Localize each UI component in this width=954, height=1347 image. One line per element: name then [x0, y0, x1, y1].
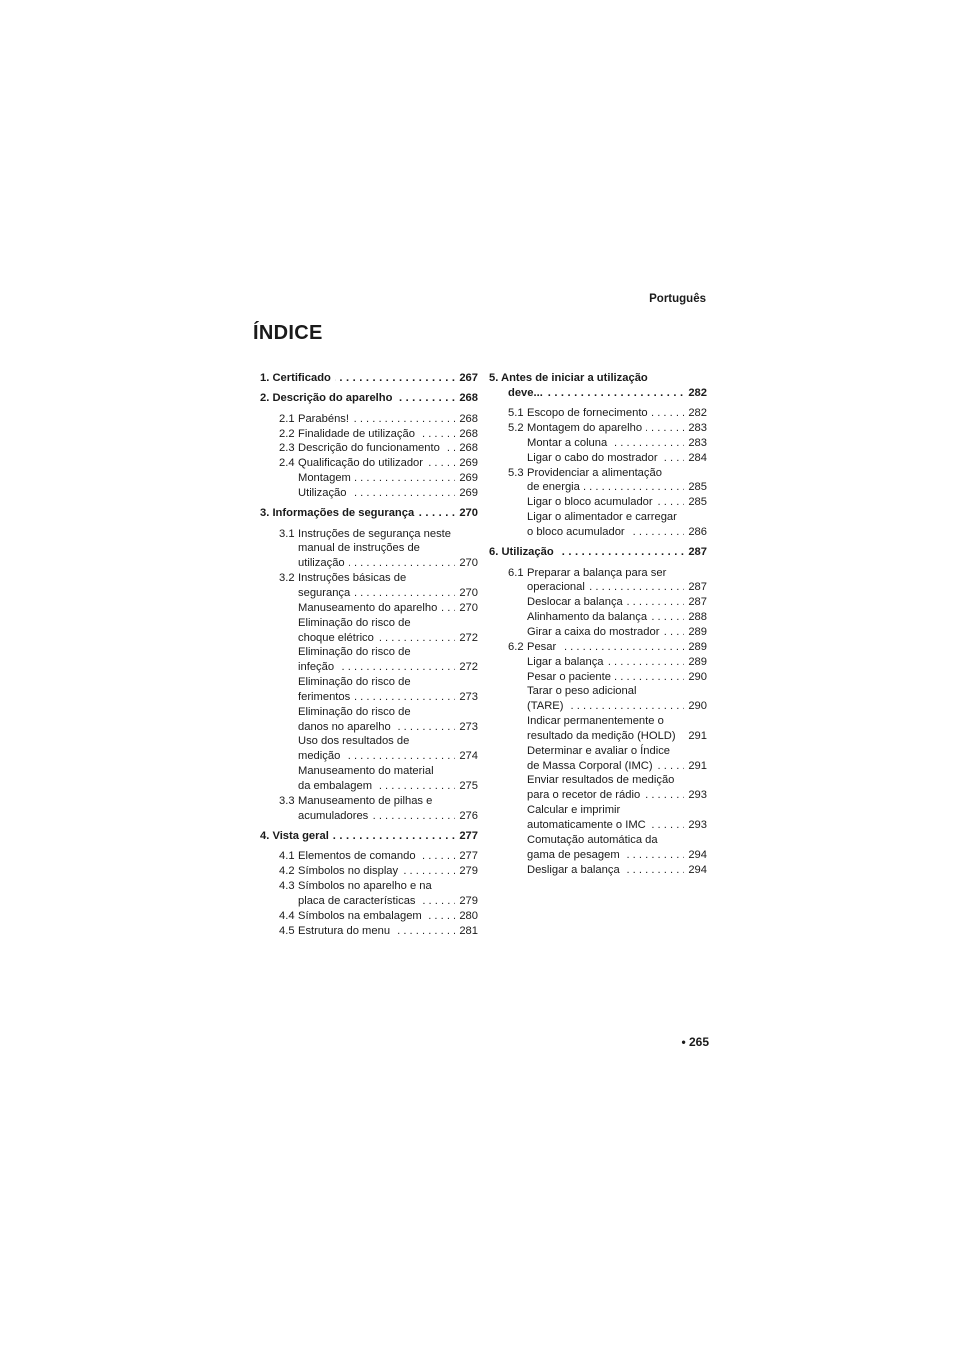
- toc-entry-label: Símbolos no display: [298, 865, 399, 878]
- toc-entry-label: Ligar o cabo do mostrador: [527, 451, 658, 464]
- toc-entry: [489, 510, 707, 525]
- toc-page-number: 293: [684, 818, 707, 833]
- toc-entry-label: Uso dos resultados de: [298, 735, 410, 748]
- toc-entry-label: Símbolos no aparelho e na: [298, 880, 432, 892]
- toc-entry-number: 6.1: [508, 566, 524, 579]
- toc-entry-label: Indicar permanentemente o: [527, 715, 664, 728]
- toc-entry-label: placa de características: [298, 894, 416, 907]
- toc-entry: [489, 655, 707, 670]
- toc-entry-label: Eliminação do risco de: [298, 676, 411, 689]
- toc-entry-label: 6. Utilização: [489, 546, 554, 559]
- toc-page-number: 284: [684, 451, 707, 466]
- toc-entry-label: Manuseamento do aparelho: [298, 601, 438, 614]
- toc-entry-label: 4. Vista geral: [260, 829, 329, 842]
- toc-page-number: 282: [684, 386, 707, 401]
- toc-entry-number: 2.4: [279, 457, 295, 470]
- toc-entry-label: Escopo de fornecimento: [527, 407, 648, 420]
- toc-entry: [489, 863, 707, 878]
- toc-entry-label: automaticamente o IMC: [527, 818, 646, 831]
- toc-entry-label: choque elétrico: [298, 631, 374, 644]
- toc-page-number: 272: [455, 631, 478, 646]
- toc-page-number: 282: [684, 406, 707, 421]
- toc-entry-label: da embalagem: [298, 779, 373, 792]
- toc-page-number: 289: [684, 640, 707, 655]
- toc-entry-label: operacional: [527, 581, 585, 594]
- toc-entry-label: utilização: [298, 557, 345, 570]
- toc-entry-label: gama de pesagem: [527, 848, 620, 861]
- toc-entry-label: Determinar e avaliar o Índice: [527, 744, 671, 757]
- toc-entry-label: Desligar a balança: [527, 863, 620, 876]
- toc-page-number: 293: [684, 788, 707, 803]
- toc-entry-label: segurança: [298, 586, 351, 599]
- toc-entry: [260, 456, 478, 471]
- toc-page-number: 290: [684, 670, 707, 685]
- toc-entry-label: Enviar resultados de medição: [527, 774, 675, 787]
- toc-entry: [260, 690, 478, 705]
- toc-entry-label: Manuseamento do material: [298, 765, 434, 778]
- toc-page-number: 294: [684, 848, 707, 863]
- toc-page-number: 270: [455, 556, 478, 571]
- toc-page-number: 268: [455, 412, 478, 427]
- toc-entry: [489, 480, 707, 495]
- toc-entry-label: 2. Descrição do aparelho: [260, 392, 393, 405]
- toc-page-number: 285: [684, 495, 707, 510]
- toc-entry: [489, 451, 707, 466]
- toc-page-number: 290: [684, 699, 707, 714]
- toc-entry-label: Preparar a balança para ser: [527, 566, 667, 579]
- toc-entry: [489, 699, 707, 714]
- toc-entry: [260, 486, 478, 501]
- toc-entry-label: Tarar o peso adicional: [527, 685, 637, 698]
- toc-page-number: 270: [455, 586, 478, 601]
- toc-page-number: 285: [684, 480, 707, 495]
- language-label: Português: [649, 293, 706, 305]
- toc-page-number: 283: [684, 436, 707, 451]
- toc-entry-label: (TARE): [527, 700, 564, 713]
- toc-page-number: 269: [455, 471, 478, 486]
- toc-entry-label: Eliminação do risco de: [298, 705, 411, 718]
- toc-entry-label: Instruções de segurança neste: [298, 527, 451, 540]
- toc-heading: [489, 386, 707, 401]
- toc-entry-number: 5.2: [508, 422, 524, 435]
- toc-entry-number: 2.1: [279, 412, 295, 425]
- toc-entry-number: 4.4: [279, 909, 295, 922]
- toc-entry: [260, 541, 478, 556]
- toc-entry-label: Ligar o alimentador e carregar: [527, 511, 677, 524]
- toc-entry: [260, 556, 478, 571]
- toc-page-number: 272: [455, 660, 478, 675]
- toc-entry: [260, 631, 478, 646]
- toc-page-number: 294: [684, 863, 707, 878]
- toc-entry-label: para o recetor de rádio: [527, 789, 641, 802]
- toc-entry-label: Comutação automática da: [527, 833, 658, 846]
- toc-entry-label: Montar a coluna: [527, 436, 608, 449]
- toc-entry: [260, 586, 478, 601]
- toc-entry-number: 6.2: [508, 640, 524, 653]
- toc-entry: [489, 595, 707, 610]
- toc-heading: [260, 506, 478, 521]
- toc-heading: [489, 545, 707, 560]
- toc-entry: [489, 818, 707, 833]
- toc-heading: [260, 391, 478, 406]
- toc-entry-number: 2.2: [279, 427, 295, 440]
- toc-entry: [260, 616, 478, 631]
- toc-entry: [489, 759, 707, 774]
- toc-entry: [489, 714, 707, 729]
- toc-entry-number: 5.1: [508, 407, 524, 420]
- page-number: • 265: [681, 1035, 709, 1049]
- toc-entry-label: Deslocar a balança: [527, 596, 623, 609]
- toc-entry: [260, 909, 478, 924]
- toc-entry-label: ferimentos: [298, 690, 351, 703]
- toc-page-number: 270: [455, 601, 478, 616]
- toc-page-number: 277: [455, 829, 478, 844]
- toc-entry: [260, 720, 478, 735]
- toc-entry: [260, 571, 478, 586]
- toc-entry-label: Providenciar a alimentação: [527, 466, 662, 479]
- toc-entry-number: 2.3: [279, 442, 295, 455]
- toc-entry-label: danos no aparelho: [298, 720, 391, 733]
- toc-entry-label: Pesar o paciente: [527, 670, 611, 683]
- toc-entry: [260, 675, 478, 690]
- toc-entry: [489, 684, 707, 699]
- toc-entry: [260, 779, 478, 794]
- toc-page-number: 279: [455, 894, 478, 909]
- toc-entry-label: Eliminação do risco de: [298, 616, 411, 629]
- toc-entry: [260, 441, 478, 456]
- toc-heading: [260, 371, 478, 386]
- toc-entry-label: Montagem: [298, 472, 351, 485]
- toc-entry-label: de Massa Corporal (IMC): [527, 759, 653, 772]
- toc-entry-label: 5. Antes de iniciar a utilização: [489, 372, 648, 384]
- toc-entry: [260, 412, 478, 427]
- toc-entry-label: Instruções básicas de: [298, 572, 407, 585]
- toc-page-number: 280: [455, 909, 478, 924]
- toc-entry: [489, 566, 707, 581]
- toc-page-number: 287: [684, 580, 707, 595]
- toc-entry: [489, 625, 707, 640]
- toc-entry: [260, 660, 478, 675]
- toc-entry: [260, 849, 478, 864]
- toc-entry-number: 3.1: [279, 527, 295, 540]
- toc-right-column: [489, 371, 707, 877]
- toc-page-number: 267: [455, 371, 478, 386]
- toc-entry: [489, 788, 707, 803]
- toc-entry-number: 4.2: [279, 865, 295, 878]
- toc-entry: [260, 879, 478, 894]
- toc-entry-label: medição: [298, 750, 341, 763]
- toc-entry: [489, 610, 707, 625]
- toc-entry: [489, 670, 707, 685]
- toc-entry-label: Manuseamento de pilhas e: [298, 794, 433, 807]
- toc-entry-label: Utilização: [298, 486, 347, 499]
- toc-entry-label: Estrutura do menu: [298, 924, 391, 937]
- toc-heading: [260, 829, 478, 844]
- toc-entry: [489, 729, 707, 744]
- toc-entry-label: Calcular e imprimir: [527, 804, 621, 817]
- toc-entry-label: o bloco acumulador: [527, 525, 625, 538]
- toc-entry-number: 3.3: [279, 794, 295, 807]
- toc-entry: [489, 848, 707, 863]
- toc-page-number: 291: [684, 759, 707, 774]
- toc-page-number: 275: [455, 779, 478, 794]
- toc-entry-label: Alinhamento da balança: [527, 611, 648, 624]
- toc-entry-number: 4.3: [279, 880, 295, 892]
- toc-entry: [260, 809, 478, 824]
- toc-page-number: 291: [684, 729, 707, 744]
- toc-entry-label: manual de instruções de: [298, 542, 420, 555]
- toc-entry-label: Montagem do aparelho: [527, 422, 643, 435]
- toc-page-number: 283: [684, 421, 707, 436]
- toc-entry-label: infeção: [298, 661, 335, 674]
- toc-page-number: 273: [455, 720, 478, 735]
- toc-entry-label: acumuladores: [298, 809, 369, 822]
- toc-entry-number: 4.5: [279, 924, 295, 937]
- toc-entry-label: Eliminação do risco de: [298, 646, 411, 659]
- toc-left-column: [260, 371, 478, 938]
- toc-page-number: 276: [455, 809, 478, 824]
- toc-entry: [489, 406, 707, 421]
- toc-page-number: 270: [455, 506, 478, 521]
- toc-entry-label: Qualificação do utilizador: [298, 457, 423, 470]
- toc-entry: [260, 527, 478, 542]
- toc-entry: [489, 525, 707, 540]
- toc-page-number: 287: [684, 545, 707, 560]
- toc-page-number: 268: [455, 441, 478, 456]
- toc-page-number: 289: [684, 655, 707, 670]
- toc-page-number: 273: [455, 690, 478, 705]
- toc-page-number: 269: [455, 486, 478, 501]
- toc-entry: [489, 833, 707, 848]
- toc-entry-label: Ligar a balança: [527, 655, 604, 668]
- toc-entry-label: 1. Certificado: [260, 372, 331, 384]
- toc-entry: [260, 601, 478, 616]
- toc-entry-label: Finalidade de utilização: [298, 427, 415, 440]
- toc-page-number: 274: [455, 749, 478, 764]
- toc-entry: [489, 640, 707, 655]
- toc-entry: [489, 436, 707, 451]
- toc-page-number: 288: [684, 610, 707, 625]
- toc-entry-label: de energia: [527, 481, 580, 494]
- toc-entry: [260, 427, 478, 442]
- toc-entry: [260, 734, 478, 749]
- toc-entry-label: 3. Informações de segurança: [260, 507, 415, 520]
- toc-page-number: 281: [455, 924, 478, 939]
- toc-entry-label: Pesar: [527, 640, 557, 653]
- toc-entry-number: 3.2: [279, 572, 295, 585]
- toc-entry: [260, 749, 478, 764]
- toc-page-number: 287: [684, 595, 707, 610]
- toc-page-number: 289: [684, 625, 707, 640]
- toc-entry: [489, 744, 707, 759]
- toc-entry: [489, 466, 707, 481]
- toc-entry: [489, 580, 707, 595]
- toc-entry: [260, 764, 478, 779]
- toc-entry-label: Ligar o bloco acumulador: [527, 496, 653, 509]
- toc-entry-label: Girar a caixa do mostrador: [527, 626, 660, 638]
- toc-page-number: 269: [455, 456, 478, 471]
- toc-entry: [260, 645, 478, 660]
- toc-entry-label: Elementos de comando: [298, 850, 416, 863]
- toc-entry: [489, 773, 707, 788]
- toc-page-number: 277: [455, 849, 478, 864]
- toc-entry-label: resultado da medição (HOLD): [527, 729, 676, 742]
- toc-entry-label: Parabéns!: [298, 412, 349, 425]
- toc-entry: [260, 864, 478, 879]
- toc-page-number: 286: [684, 525, 707, 540]
- toc-entry: [489, 421, 707, 436]
- toc-entry-number: 5.3: [508, 466, 524, 479]
- toc-entry: [260, 471, 478, 486]
- toc-page-number: 268: [455, 427, 478, 442]
- toc-entry: [489, 495, 707, 510]
- toc-entry-label: Símbolos na embalagem: [298, 909, 422, 922]
- toc-entry-number: 4.1: [279, 850, 295, 863]
- toc-entry: [260, 794, 478, 809]
- toc-heading: [489, 371, 707, 386]
- page-title: ÍNDICE: [253, 322, 323, 344]
- toc-entry: [260, 924, 478, 939]
- toc-page-number: 279: [455, 864, 478, 879]
- toc-entry: [260, 705, 478, 720]
- toc-entry-label: deve...: [508, 386, 543, 399]
- toc-entry: [489, 803, 707, 818]
- toc-page-number: 268: [455, 391, 478, 406]
- toc-entry-label: Descrição do funcionamento: [298, 442, 440, 455]
- toc-entry: [260, 894, 478, 909]
